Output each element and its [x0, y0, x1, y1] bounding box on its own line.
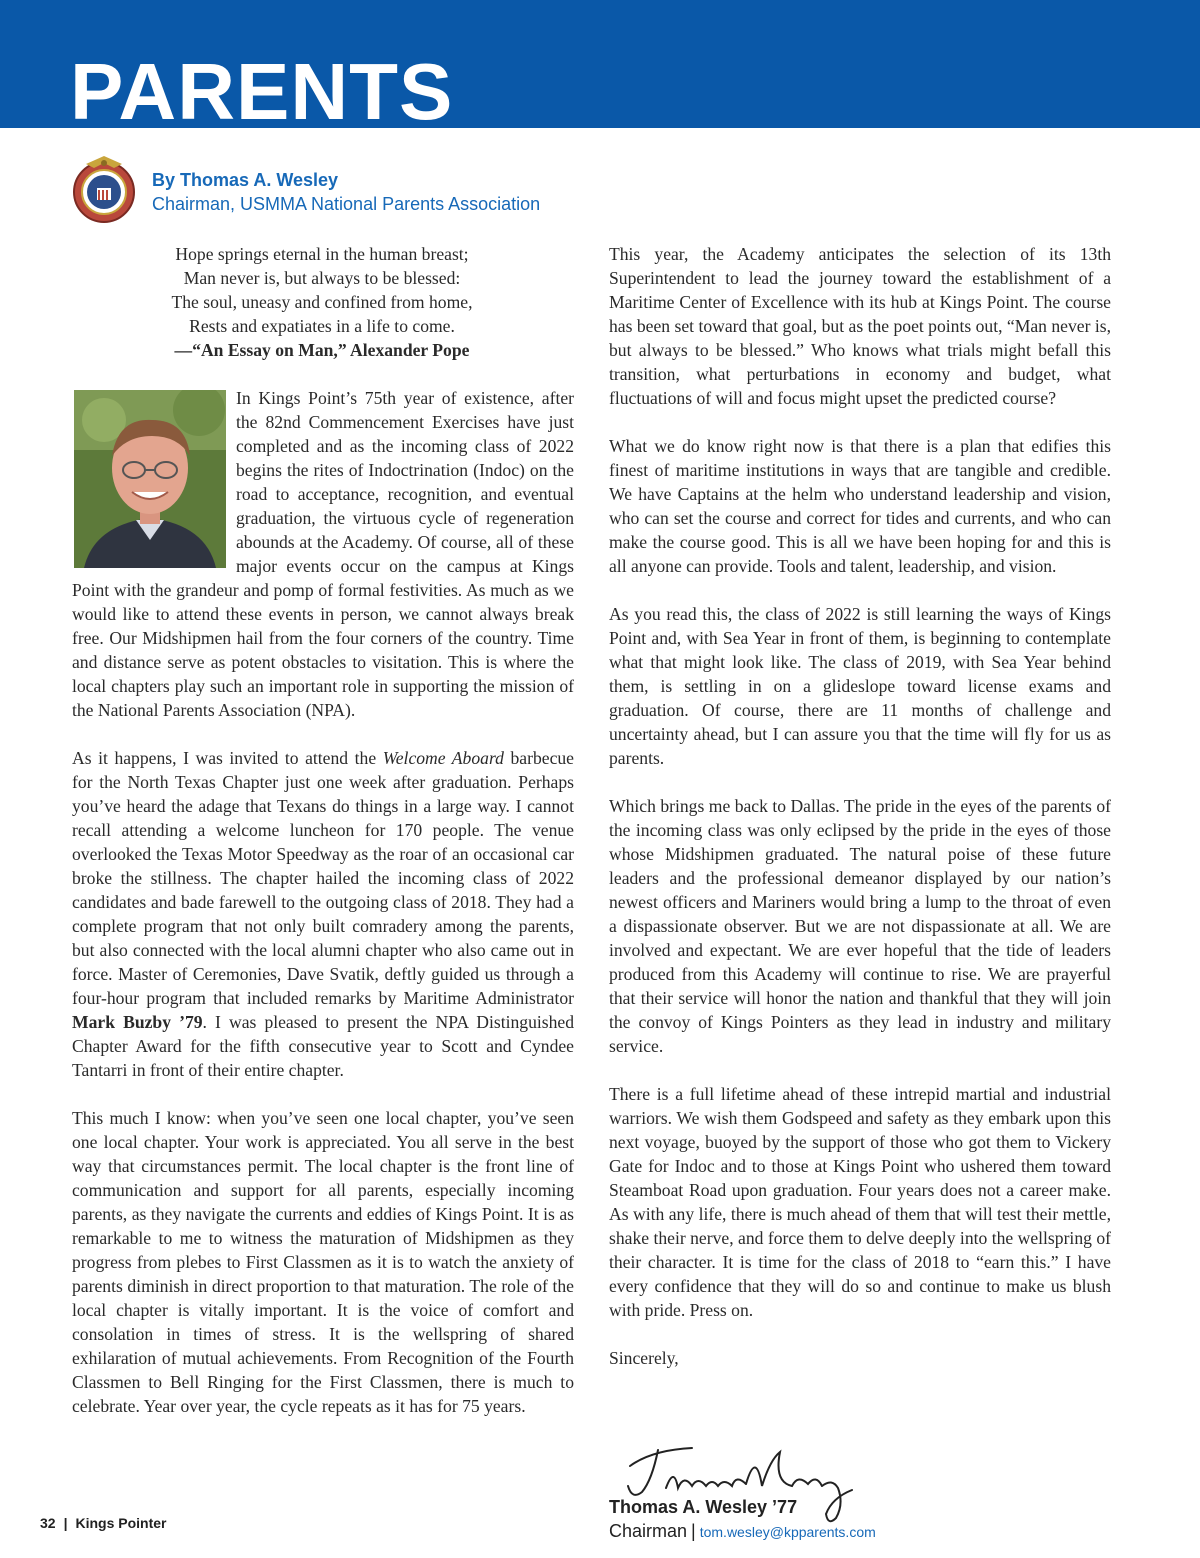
right-column: [609, 242, 1111, 1394]
page-number: 32: [40, 1515, 56, 1531]
poem-attribution: —“An Essay on Man,” Alexander Pope: [174, 340, 470, 360]
section-title: PARENTS: [70, 47, 454, 128]
paragraph: What we do know right now is that there is a plan that edifies this finest of maritime institutions in ways that are tangible and credible. We have Captains at the helm who understand leadership and vision, who can set the course and correct for tides and currents, and who can make the course good. This is all we have been hoping for and this is all anyone can provide. Tools and talent, leadership, and vision.: [609, 436, 1111, 576]
paragraph: As you read this, the class of 2022 is still learning the ways of Kings Point and, with Sea Year in front of them, is beginning to contemplate what that might look like. The class of 2019, with Sea Year behind them, is settling in on a glideslope toward license exams and graduation. Of course, there are 11 months of challenge and uncertainty ahead, but I can assure you that the time will fly for us as parents.: [609, 604, 1111, 768]
signer-title-line: [609, 1518, 876, 1545]
email-link[interactable]: tom.wesley@kpparents.com: [699, 1524, 876, 1540]
publication-name: Kings Pointer: [75, 1515, 167, 1531]
epigraph-poem: [102, 242, 542, 362]
signer-title: Chairman: [609, 1521, 688, 1541]
author-photo: [74, 390, 226, 568]
poem-line: Rests and expatiates in a life to come.: [189, 316, 455, 336]
author-position: Chairman, USMMA National Parents Association: [152, 194, 541, 214]
poem-line: Man never is, but always to be blessed:: [183, 268, 461, 288]
page-footer: [40, 1515, 167, 1531]
closing: Sincerely,: [609, 1348, 679, 1368]
poem-line: Hope springs eternal in the human breast;: [175, 244, 469, 264]
separator: |: [691, 1521, 696, 1541]
paragraph: As it happens, I was invited to attend the Welcome Aboard barbecue for the North Texas Chapter just one week after graduation. Perhaps you’ve heard the adage that Texans do things in a large way. I cannot recall attending a welcome luncheon for 170 people. The venue overlooked the Texas Motor Speedway as the roar of an occasional car broke the stillness. The chapter hailed the incoming class of 2022 candidates and bade farewell to the outgoing class of 2018. They had a complete program that not only built comradery among the parents, but also connected with the local alumni chapter who also came out in force. Master of Ceremonies, Dave Svatik, deftly guided us through a four-hour program that included remarks by Maritime Administrator Mark Buzby ’79. I was pleased to present the NPA Distinguished Chapter Award for the fifth consecutive year to Scott and Cyndee Tantarri in front of their entire chapter.: [72, 748, 574, 1080]
paragraph: This much I know: when you’ve seen one local chapter, you’ve seen one local chapter. Your work is appreciated. You all serve in the best way that circumstances permit. The local chapter is the front line of communication and support for all parents, especially incoming parents, as they navigate the currents and eddies of Kings Point. It is as remarkable to me to witness the maturation of Midshipmen as they progress from plebes to First Classmen as it is to watch the anxiety of parents diminish in direct proportion to that maturation. The role of the local chapter is vitally important. It is the voice of comfort and consolation in times of stress. It is the wellspring of shared exhilaration of mutual achievements. From Recognition of the Fourth Classmen to Bell Ringing for the First Classmen, there is much to celebrate. Year over year, the cycle repeats as it has for 75 years.: [72, 1108, 574, 1416]
signature-block: [609, 1496, 876, 1545]
footer-separator: |: [63, 1515, 68, 1531]
author-name: By Thomas A. Wesley: [152, 170, 339, 190]
byline: [152, 168, 540, 216]
poem-line: The soul, uneasy and confined from home,: [171, 292, 473, 312]
paragraph: This year, the Academy anticipates the selection of its 13th Superintendent to lead the journey toward the establishment of a Maritime Center of Excellence with its hub at Kings Point. The course has been set toward that goal, but as the poet points out, “Man never is, but always to be blessed.” Who knows what trials might befall this transition, what perturbations in economy and budget, what fluctuations of will and focus might upset the predicted course?: [609, 244, 1111, 408]
paragraph: Which brings me back to Dallas. The pride in the eyes of the parents of the incoming class was only eclipsed by the pride in the eyes of those whose Midshipmen graduated. The natural poise of these future leaders and the professional demeanor displayed by our nation’s newest officers and Mariners would bring a lump to the throat of even a dispassionate observer. But we are not dispassionate at all. We are involved and expectant. We are ever hopeful that the tide of leaders produced from this Academy will continue to rise. We are prayerful that their service will honor the nation and thankful that they will join the convoy of Kings Pointers as they lead in industry and military service.: [609, 796, 1111, 1056]
usmma-seal-icon: [68, 154, 140, 226]
paragraph: There is a full lifetime ahead of these intrepid martial and industrial warriors. We wish them Godspeed and safety as they embark upon this next voyage, buoyed by the support of those who got them to Vickery Gate for Indoc and to those at Kings Point who ushered them toward Steamboat Road upon graduation. Four years does not a career make. As with any life, there is much ahead of them that will test their mettle, shake their nerve, and force them to delve deeply into the wellspring of their character. It is time for the class of 2018 to “earn this.” I have every confidence that they will do so and continue to make us blush with pride. Press on.: [609, 1084, 1111, 1320]
left-column: [72, 242, 574, 1442]
signer-name: Thomas A. Wesley ’77: [609, 1497, 798, 1517]
header-banner: [0, 0, 1200, 128]
paragraph: In Kings Point’s 75th year of existence, after the 82nd Commencement Exercises have just completed and as the incoming class of 2022 begins the rites of Indoctrination (Indoc) on the road to acceptance, recognition, and eventual graduation, the virtuous cycle of regeneration abounds at the Academy. Of course, all of these major events occur on the campus at Kings Point with the grandeur and pomp of formal festivities. As much as we would like to attend these events in person, we cannot always break free. Our Midshipmen hail from the four corners of the country. Time and distance serve as potent obstacles to visitation. This is where the local chapters play such an important role in supporting the mission of the National Parents Association (NPA).: [72, 388, 574, 720]
